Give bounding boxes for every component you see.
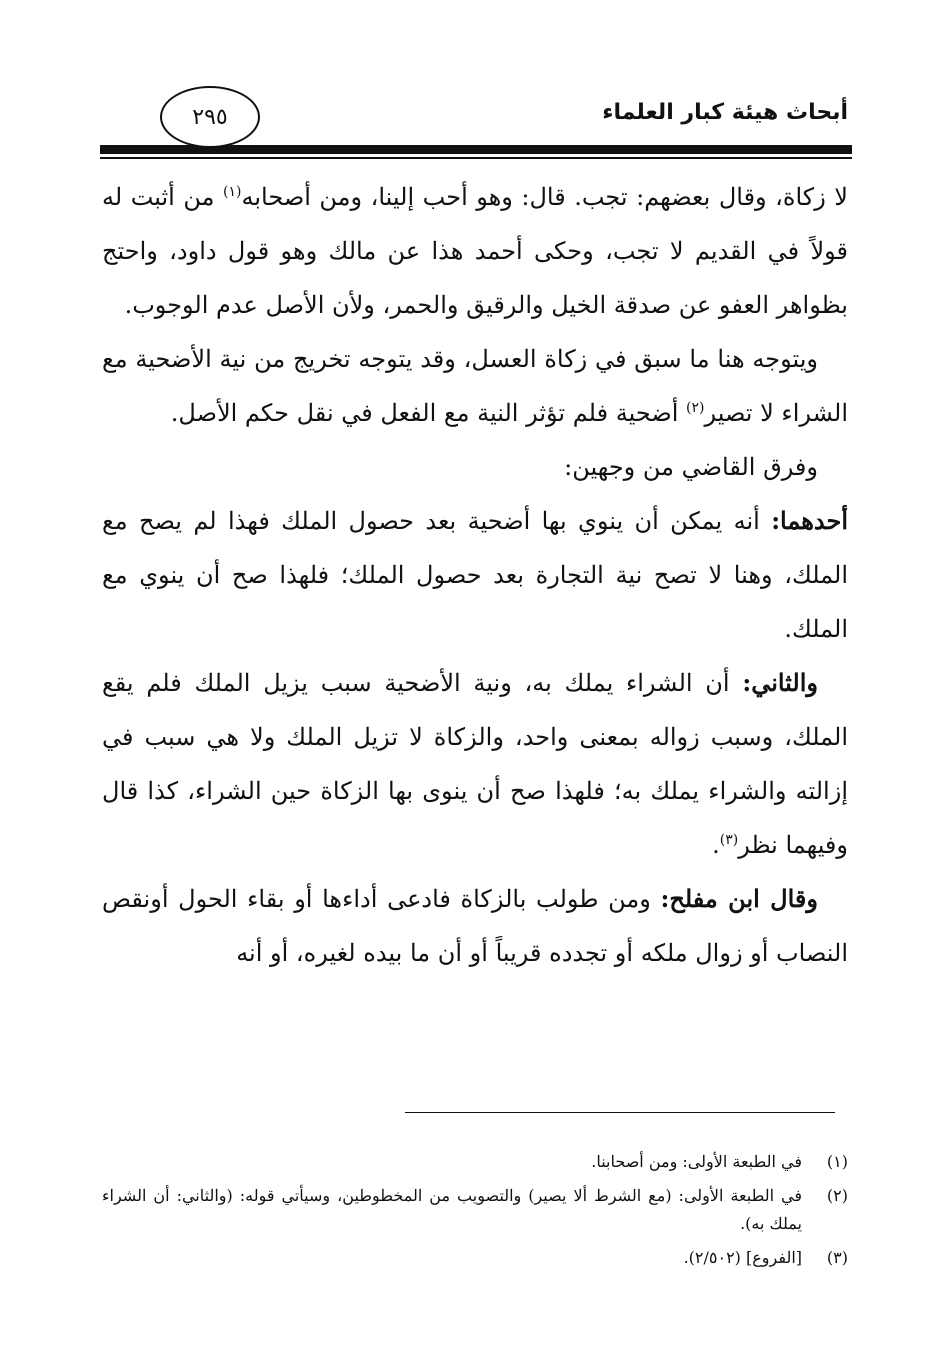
body-text: [102, 170, 848, 980]
footnote-2: [102, 1182, 848, 1238]
paragraph-6: [102, 872, 848, 980]
footnotes: [102, 1148, 848, 1278]
paragraph-1-rest: من أثبت له قولاً في القديم لا تجب، وحكى أحمد هذا عن مالك وهو قول داود، واحتج بظواهر العفو عن صدقة الخيل والرقيق والحمر، ولأن الأصل عدم الوجوب.: [102, 183, 848, 319]
paragraph-4-label: أحدهما:: [771, 506, 848, 535]
footnote-3: [102, 1244, 848, 1272]
footnote-text: في الطبعة الأولى: ومن أصحابنا.: [591, 1152, 802, 1171]
paragraph-2-part-2: أضحية فلم تؤثر النية مع الفعل في نقل حكم الأصل.: [170, 399, 679, 427]
footnote-marker-2: (٢): [686, 400, 705, 416]
paragraph-4-text: أنه يمكن أن ينوي بها أضحية بعد حصول الملك فهذا لم يصح مع الملك، وهنا لا تصح نية التجارة بعد حصول الملك؛ فلهذا صح أن ينوي مع الملك.: [102, 507, 848, 643]
paragraph-1: [102, 170, 848, 332]
running-header-title: أبحاث هيئة كبار العلماء: [602, 100, 848, 125]
header-rule-thin: [100, 157, 852, 159]
footnote-text: [الفروع] (٢/٥٠٢).: [683, 1248, 802, 1267]
paragraph-4: [102, 494, 848, 656]
paragraph-1-line-1: لا زكاة، وقال بعضهم: تجب. قال: وهو أحب إلينا، ومن أصحابه: [241, 183, 848, 211]
footnote-number: (٢): [826, 1186, 848, 1205]
paragraph-2-part-1: ويتوجه هنا ما سبق في زكاة العسل، وقد يتوجه تخريج من نية الأضحية مع الشراء لا تصير: [102, 345, 848, 427]
page-number: ٢٩٥: [160, 86, 260, 148]
paragraph-5-label: والثاني:: [742, 668, 818, 697]
footnote-text: في الطبعة الأولى: (مع الشرط ألا يصير) والتصويب من المخطوطين، وسيأتي قوله: (والثاني: أن الشراء يملك به).: [102, 1186, 803, 1233]
footnote-number: (١): [826, 1152, 848, 1171]
footnote-1: [102, 1148, 848, 1176]
paragraph-5: [102, 656, 848, 872]
footnote-number: (٣): [826, 1248, 848, 1267]
paragraph-6-text: ومن طولب بالزكاة فادعى أداءها أو بقاء الحول أونقص النصاب أو زوال ملكه أو تجدده قريباً أو أن ما بيده لغيره، أو أنه: [102, 885, 848, 967]
footnote-marker-1: (١): [223, 184, 242, 200]
paragraph-3: وفرق القاضي من وجهين:: [564, 453, 818, 481]
paragraph-5-end: .: [712, 831, 720, 859]
footnote-separator: [405, 1112, 835, 1113]
paragraph-5-text: أن الشراء يملك به، ونية الأضحية سبب يزيل الملك فلم يقع الملك، وسبب زواله بمعنى واحد، والزكاة لا تزيل الملك ولا هي سبب في إزالته والشراء يملك به؛ فلهذا صح أن ينوى بها الزكاة حين الشراء، كذا قال وفيهما نظر: [102, 669, 848, 859]
paragraph-2: [102, 332, 848, 440]
footnote-marker-3: (٣): [719, 832, 739, 848]
paragraph-6-label: وقال ابن مفلح:: [660, 884, 818, 913]
